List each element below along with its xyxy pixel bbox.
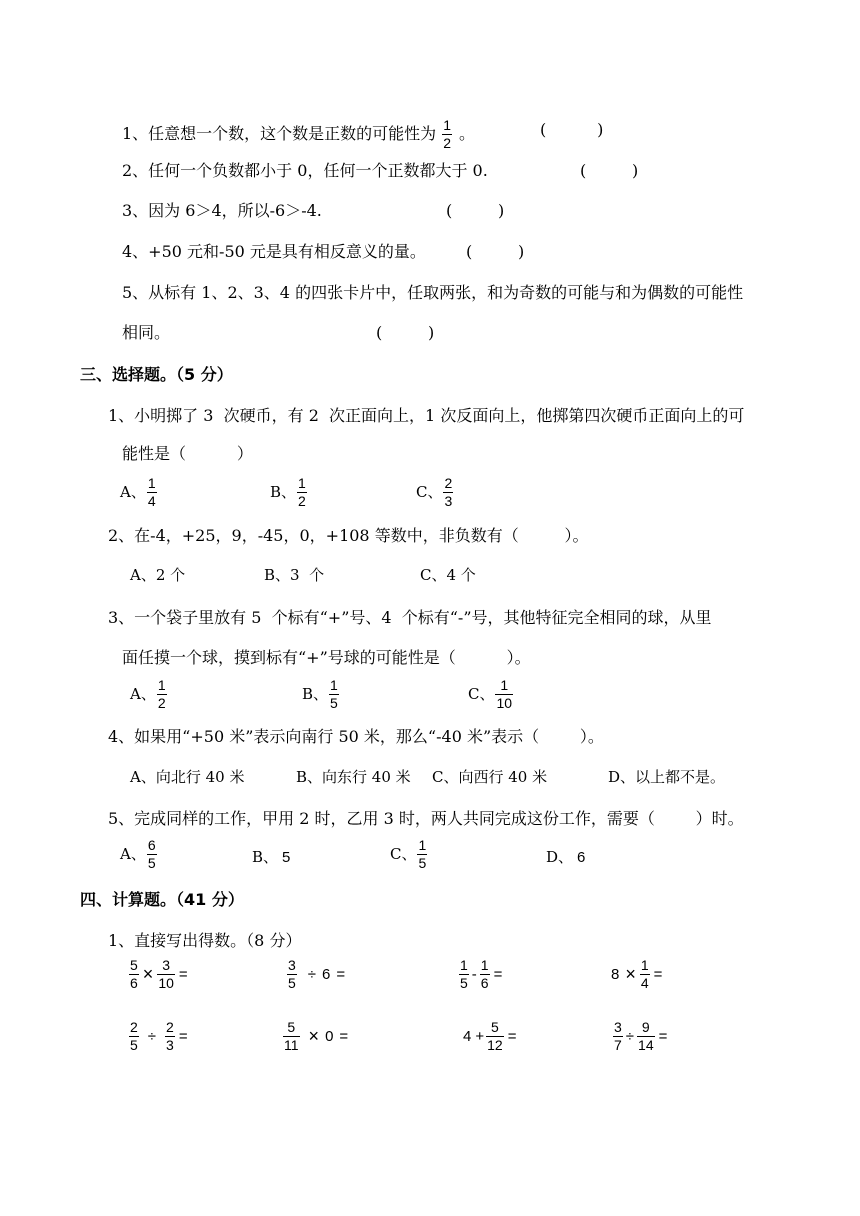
question-3-5: 5、完成同样的工作，甲用 2 时，乙用 3 时，两人共同完成这份工作，需要（ ）时。 <box>108 809 744 828</box>
option-c[interactable]: C、向西行 40 米 <box>432 768 548 786</box>
answer-paren-2[interactable]: ( ) <box>580 161 639 180</box>
option-c[interactable]: C、 $\frac{1}{10}$ <box>468 677 513 711</box>
judgment-item-4: 4、+50 元和-50 元是具有相反意义的量。 <box>122 242 426 261</box>
option-b[interactable]: B、 5 <box>252 848 291 866</box>
judgment-item-5-line1: 5、从标有 1、2、3、4 的四张卡片中，任取两张，和为奇数的可能与和为偶数的可能性 <box>122 283 744 302</box>
judgment-item-3: 3、因为 6＞4，所以-6＞-4. <box>122 201 322 220</box>
fraction: $\frac{1}{5}$ <box>418 837 427 871</box>
answer-paren-3[interactable]: ( ) <box>446 201 505 220</box>
option-a[interactable]: A、向北行 40 米 <box>130 768 245 786</box>
option-c[interactable]: C、4 个 <box>420 566 476 584</box>
calc-expression-3: $\frac{1}{5}$ - $\frac{1}{6}$ = <box>460 957 503 991</box>
option-d[interactable]: D、 6 <box>546 848 586 866</box>
fraction: $\frac{1}{2}$ <box>443 117 451 151</box>
option-b[interactable]: B、向东行 40 米 <box>296 768 411 786</box>
fraction: $\frac{1}{2}$ <box>298 475 306 509</box>
question-3-4: 4、如果用“+50 米”表示向南行 50 米，那么“-40 米”表示（ ）。 <box>108 727 604 746</box>
judgment-item-5-line2: 相同。 <box>122 323 171 342</box>
question-3-1-line1: 1、小明掷了 3 次硬币，有 2 次正面向上，1 次反面向上，他掷第四次硬币正面向上的可 <box>108 406 745 425</box>
option-a[interactable]: A、2 个 <box>130 566 186 584</box>
option-a[interactable]: A、 $\frac{1}{4}$ <box>120 475 156 509</box>
judgment-item-2: 2、任何一个负数都小于 0，任何一个正数都大于 0. <box>122 161 488 180</box>
question-3-2: 2、在-4，+25，9，-45，0，+108 等数中，非负数有（ ）。 <box>108 526 589 545</box>
fraction: $\frac{1}{2}$ <box>157 677 166 711</box>
calc-expression-8: $\frac{3}{7}$ ÷ $\frac{9}{14}$ = <box>614 1019 668 1053</box>
question-3-1-line2: 能性是（ ） <box>122 444 253 463</box>
option-d[interactable]: D、以上都不是。 <box>608 768 726 786</box>
option-c[interactable]: C、 $\frac{2}{3}$ <box>416 475 453 509</box>
section-4-title: 四、计算题。（41 分） <box>80 890 244 909</box>
answer-paren-1[interactable]: ( ) <box>540 120 604 139</box>
answer-paren-5[interactable]: ( ) <box>376 323 435 342</box>
fraction: $\frac{1}{10}$ <box>496 677 513 711</box>
calc-expression-6: $\frac{5}{11}$ × 0 = <box>284 1019 349 1053</box>
answer-paren-4[interactable]: ( ) <box>466 242 525 261</box>
fraction: $\frac{1}{4}$ <box>147 475 156 509</box>
option-b[interactable]: B、 $\frac{1}{5}$ <box>302 677 338 711</box>
option-b[interactable]: B、 $\frac{1}{2}$ <box>270 475 306 509</box>
option-b[interactable]: B、3 个 <box>264 566 325 584</box>
question-4-1-title: 1、直接写出得数。（8 分） <box>108 931 302 950</box>
item-text: 1、任意想一个数，这个数是正数的可能性为 <box>122 124 437 144</box>
calc-expression-4: 8 × $\frac{1}{4}$ = <box>611 957 663 991</box>
question-3-3-line1: 3、一个袋子里放有 5 个标有“+”号、4 个标有“-”号，其他特征完全相同的球，从里 <box>108 608 712 627</box>
section-3-title: 三、选择题。（5 分） <box>80 365 233 384</box>
option-a[interactable]: A、 $\frac{6}{5}$ <box>120 837 156 871</box>
calc-expression-7: 4 + $\frac{5}{12}$ = <box>463 1019 517 1053</box>
calc-expression-2: $\frac{3}{5}$ ÷ 6 = <box>288 957 346 991</box>
calc-expression-5: $\frac{2}{5}$ ÷ $\frac{2}{3}$ = <box>130 1019 188 1053</box>
option-a[interactable]: A、 $\frac{1}{2}$ <box>130 677 166 711</box>
fraction: $\frac{2}{3}$ <box>444 475 453 509</box>
question-3-3-line2: 面任摸一个球，摸到标有“+”号球的可能性是（ ）。 <box>122 648 531 667</box>
calc-expression-1: $\frac{5}{6}$ × $\frac{3}{10}$ = <box>130 957 188 991</box>
option-c[interactable]: C、 $\frac{1}{5}$ <box>390 837 427 871</box>
fraction: $\frac{1}{5}$ <box>330 677 338 711</box>
judgment-item-1: 1、任意想一个数，这个数是正数的可能性为 $\frac{1}{2}$ 。 <box>122 117 475 151</box>
fraction: $\frac{6}{5}$ <box>147 837 156 871</box>
